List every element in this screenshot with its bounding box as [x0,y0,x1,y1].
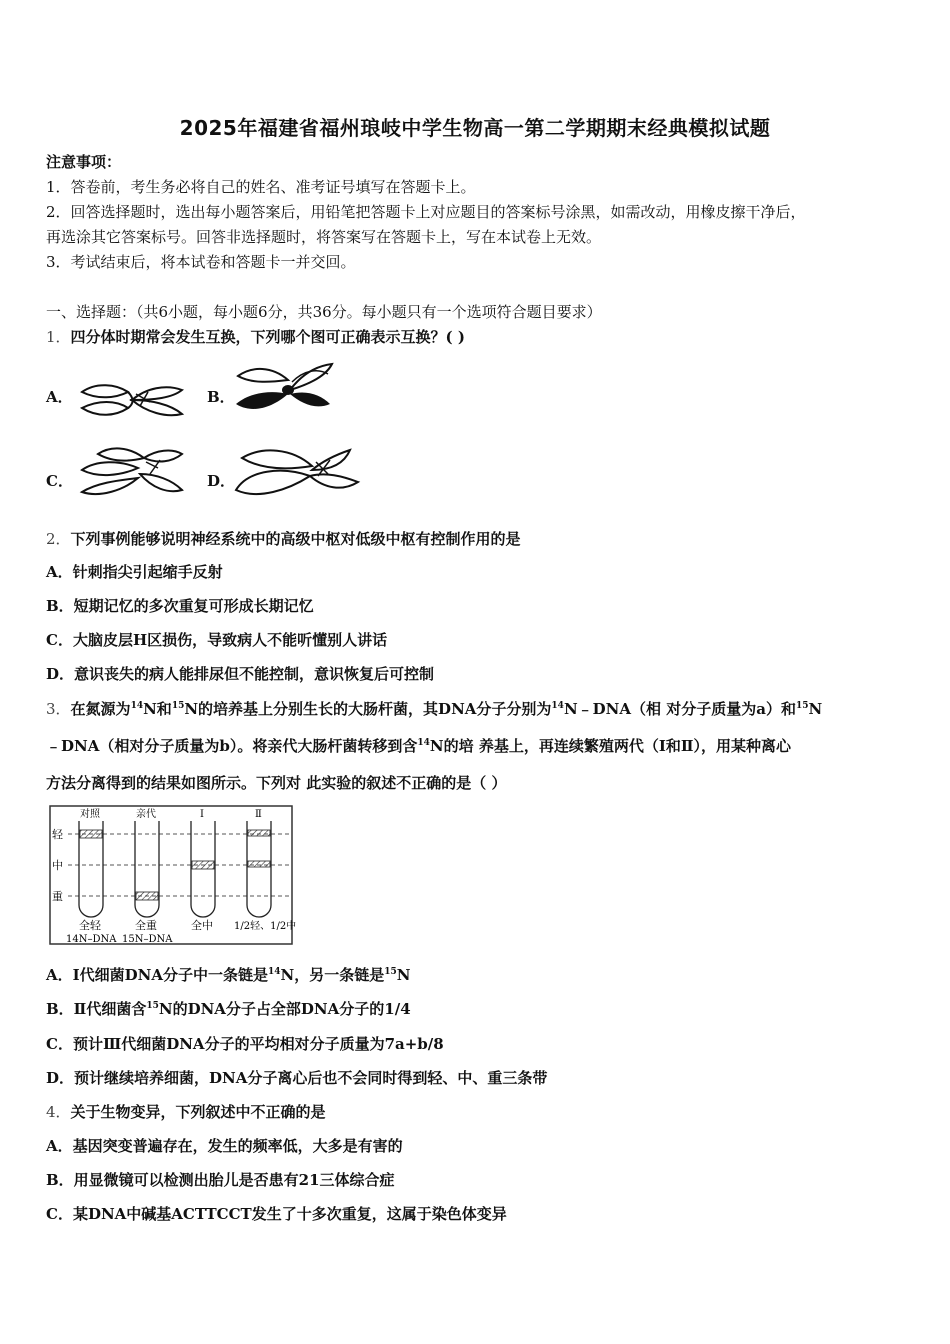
notice-item: 2．回答选择题时，选出每小题答案后，用铅笔把答题卡上对应题目的答案标号涂黑，如需改动，用橡皮擦干净后， [46,203,806,221]
option: C．大脑皮层H区损伤，导致病人不能听懂别人讲话 [46,631,388,649]
question-number: 1． [46,328,71,346]
dna-label-14n: 14N–DNA [66,934,117,945]
text: 在氮源为 [70,700,131,718]
option: C．预计Ⅲ代细菌DNA分子的平均相对分子质量为7a+b/8 [46,1035,444,1053]
band-parent-heavy [136,892,158,900]
text: N的DNA分子占全部DNA分子的1/4 [158,1000,411,1018]
question-text: 关于生物变异，下列叙述中不正确的是 [70,1103,326,1121]
option: B．用显微镜可以检测出胎儿是否患有21三体综合症 [46,1171,395,1189]
text: N [808,700,823,718]
question-3-stem-line2 [46,736,791,756]
page-title: 2025年福建省福州琅岐中学生物高一第二学期期末经典模拟试题 [179,116,771,140]
option: B．短期记忆的多次重复可形成长期记忆 [46,597,314,615]
text: ﹣DNA（相对分子质量为b）。将亲代大肠杆菌转移到含 [46,737,418,755]
option-label-d: D． [207,472,236,490]
band-gen2-middle [248,861,270,867]
tube-result-gen2: 1/2轻、1/2中 [234,921,296,932]
question-3-stem-line1 [46,699,822,719]
band-gen2-light [248,830,270,836]
text: A．Ⅰ代细菌DNA分子中一条链是 [46,966,269,984]
option: C．某DNA中碱基ACTTCCT发生了十多次重复，这属于染色体变异 [46,1205,507,1223]
chromosome-figure-b [232,360,336,424]
option-label-a: A． [46,388,73,406]
col-label-parent: 亲代 [136,809,156,820]
question-number: 4． [46,1103,71,1121]
superscript: 15 [171,701,185,711]
chromosome-figure-a [76,378,188,422]
superscript: 14 [268,967,281,977]
superscript: 14 [417,738,430,748]
tube-result-gen1: 全中 [191,919,213,932]
text: N，另一条链是 [280,966,385,984]
band-gen1-middle [192,861,214,869]
notice-item: 1．答卷前，考生务必将自己的姓名、准考证号填写在答题卡上。 [46,178,476,196]
tube-result-parent: 全重 [135,919,157,932]
question-1-stem [46,327,465,347]
notice-item: 3．考试结束后，将本试卷和答题卡一并交回。 [46,253,356,271]
option-label-b: B． [207,388,235,406]
text: N和 [143,700,172,718]
option [46,999,411,1019]
chromosome-figure-d [232,444,364,502]
question-2-stem [46,529,521,549]
option: D．预计继续培养细菌，DNA分子离心后也不会同时得到轻、中、重三条带 [46,1069,548,1087]
option: A．基因突变普遍存在，发生的频率低，大多是有害的 [46,1137,403,1155]
superscript: 15 [795,701,809,711]
row-label-light: 轻 [52,828,63,841]
col-label-gen1: Ⅰ [200,809,204,820]
option [46,965,411,985]
option-label-c: C． [46,472,73,490]
text: N﹣DNA（相 对分子质量为a）和 [563,700,796,718]
text: N的培 养基上，再连续繁殖两代（Ⅰ和Ⅱ），用某种离心 [429,737,791,755]
notice-heading: 注意事项： [46,153,122,171]
text: N的培养基上分别生长的大肠杆菌，其DNA分子分别为 [184,700,552,718]
text: B．Ⅱ代细菌含 [46,1000,147,1018]
section-heading: 一、选择题：（共6小题，每小题6分，共36分。每小题只有一个选项符合题目要求） [46,303,602,321]
option: D．意识丧失的病人能排尿但不能控制，意识恢复后可控制 [46,665,435,683]
question-4-stem [46,1102,326,1122]
notice-item: 再选涂其它答案标号。回答非选择题时，将答案写在答题卡上，写在本试卷上无效。 [46,228,602,246]
superscript: 15 [146,1001,159,1011]
col-label-control: 对照 [80,809,100,820]
option: A．针刺指尖引起缩手反射 [46,563,223,581]
question-text: 四分体时期常会发生互换，下列哪个图可正确表示互换？( ) [70,328,465,346]
text: N [396,966,411,984]
row-label-middle: 中 [52,859,63,872]
centrifuge-figure [46,803,296,947]
question-text: 下列事例能够说明神经系统中的高级中枢对低级中枢有控制作用的是 [70,530,521,548]
superscript: 14 [551,701,564,711]
row-label-heavy: 重 [52,890,63,903]
test-tube-parent [135,821,159,917]
superscript: 15 [384,967,397,977]
tube-result-control: 全轻 [79,919,101,932]
col-label-gen2: Ⅱ [255,809,262,820]
question-number: 2． [46,530,71,548]
question-number: 3． [46,700,71,718]
superscript: 14 [130,701,144,711]
question-3-stem-line3: 方法分离得到的结果如图所示。下列对 此实验的叙述不正确的是（ ） [46,774,507,792]
band-control-light [80,830,102,838]
dna-label-15n: 15N–DNA [122,934,173,945]
chromosome-figure-c [76,444,188,502]
